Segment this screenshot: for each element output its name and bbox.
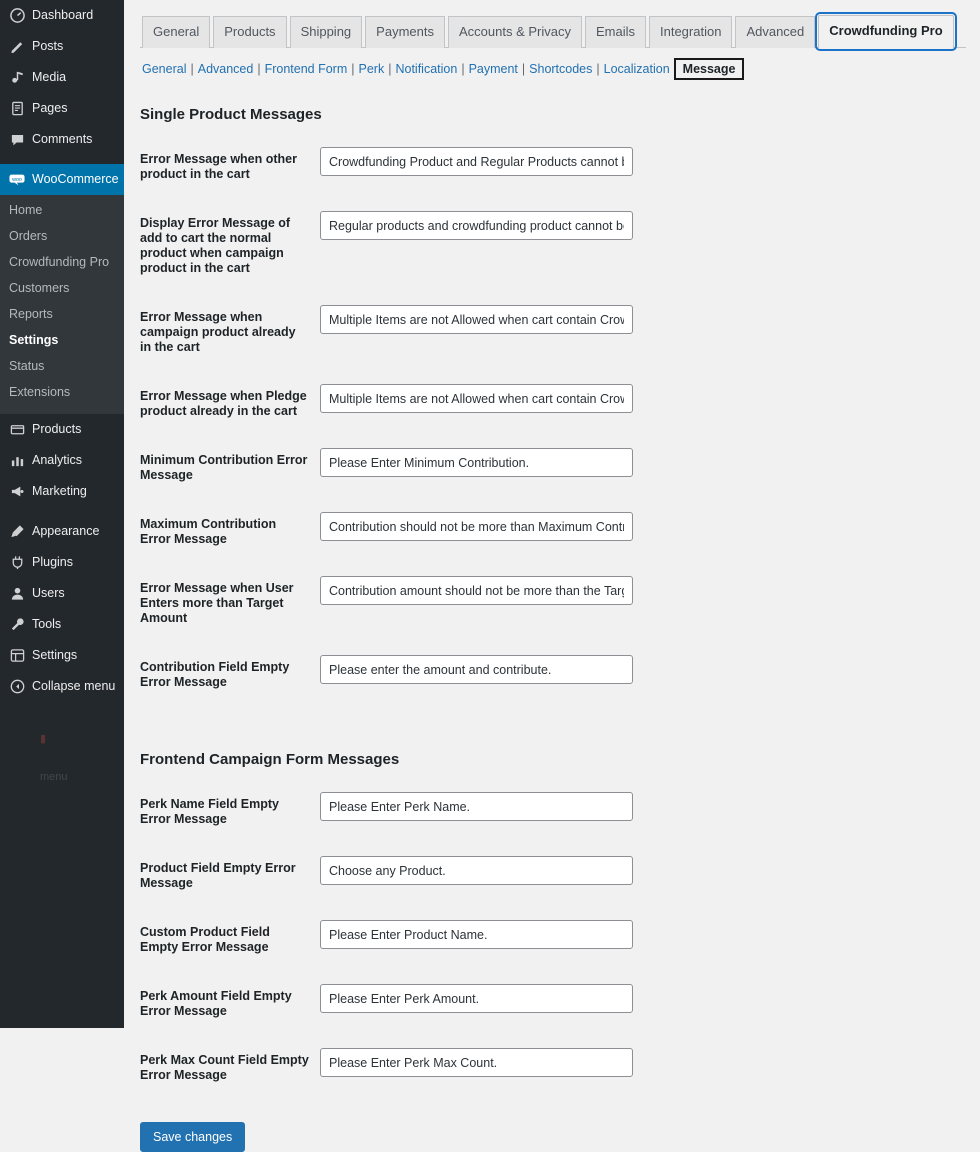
- sidebar-item-collapse-menu[interactable]: [0, 671, 124, 702]
- svg-text:woo: woo: [12, 176, 22, 183]
- subnav-item-localization[interactable]: Localization: [603, 62, 670, 76]
- tools-icon: [9, 617, 25, 633]
- tab-advanced[interactable]: Advanced: [735, 16, 815, 48]
- analytics-icon: [9, 453, 25, 469]
- main-content: [124, 0, 980, 1144]
- sidebar-item-label: Products: [32, 422, 82, 436]
- field-control: [320, 135, 966, 199]
- subnav-pipe: |: [596, 62, 600, 76]
- subnav-item-advanced[interactable]: Advanced: [197, 62, 254, 76]
- tab-crowdfunding-pro[interactable]: Crowdfunding Pro: [818, 15, 953, 48]
- sidebar-ghost-text: [0, 702, 124, 796]
- tab-emails[interactable]: Emails: [585, 16, 646, 48]
- sidebar-item-label: Dashboard: [32, 8, 94, 22]
- sidebar-item-pages[interactable]: [0, 93, 124, 124]
- field-label: Maximum Contribution Error Message: [140, 517, 277, 546]
- field-control: [320, 908, 966, 972]
- field-label: Perk Name Field Empty Error Message: [140, 797, 279, 826]
- form-row: [140, 643, 966, 707]
- dashboard-icon: [9, 8, 25, 24]
- submenu-item-home[interactable]: Home: [9, 203, 43, 217]
- perk-amount-empty-error-input[interactable]: [320, 984, 633, 1013]
- form-row: [140, 564, 966, 643]
- sidebar-item-label: Users: [32, 586, 65, 600]
- field-control: [320, 643, 966, 707]
- sidebar-item-settings[interactable]: [0, 640, 124, 671]
- section-title-single-product-messages: Single Product Messages: [140, 106, 322, 123]
- subnav-pipe: |: [351, 62, 355, 76]
- subnav-item-perk[interactable]: Perk: [358, 62, 385, 76]
- settings-page: [124, 0, 980, 1144]
- tab-integration[interactable]: Integration: [649, 16, 732, 48]
- field-label: Custom Product Field Empty Error Message: [140, 925, 270, 954]
- submenu-item-reports[interactable]: Reports: [9, 307, 53, 321]
- submenu-item-status[interactable]: Status: [9, 359, 45, 373]
- field-control: [320, 500, 966, 564]
- perk-name-empty-error-input[interactable]: [320, 792, 633, 821]
- posts-icon: [9, 39, 25, 55]
- form-row: [140, 500, 966, 564]
- woocommerce-submenu: [0, 195, 124, 414]
- ghost-label: menu: [40, 771, 68, 783]
- sidebar-item-label: Comments: [32, 132, 93, 146]
- subnav-pipe: |: [190, 62, 194, 76]
- field-label: Error Message when campaign product already in the cart: [140, 310, 296, 354]
- tab-products[interactable]: Products: [213, 16, 286, 48]
- sidebar-item-label: Posts: [32, 39, 64, 53]
- collapse-icon: [9, 679, 25, 695]
- subnav-pipe: |: [388, 62, 392, 76]
- submit-row: [140, 1122, 966, 1152]
- field-control: [320, 1036, 966, 1100]
- perk-max-count-empty-error-input[interactable]: [320, 1048, 633, 1077]
- media-icon: [9, 70, 25, 86]
- subnav-item-frontend-form[interactable]: Frontend Form: [264, 62, 348, 76]
- product-field-empty-error-input[interactable]: [320, 856, 633, 885]
- form-row: [140, 199, 966, 293]
- sidebar-item-label: Analytics: [32, 453, 83, 467]
- sidebar-item-label: Collapse menu: [32, 679, 116, 693]
- sidebar-item-analytics[interactable]: [0, 445, 124, 476]
- sidebar-item-users[interactable]: [0, 578, 124, 609]
- sidebar-item-woocommerce[interactable]: [0, 164, 124, 195]
- section-title-frontend-campaign-form-messages: Frontend Campaign Form Messages: [140, 751, 400, 768]
- submenu-item-settings[interactable]: Settings: [9, 333, 59, 347]
- sidebar-item-marketing[interactable]: [0, 476, 124, 507]
- appearance-icon: [9, 524, 25, 540]
- error-message-pledge-product-in-cart-input[interactable]: [320, 384, 633, 413]
- sidebar-item-label: Plugins: [32, 555, 73, 569]
- field-control: [320, 564, 966, 643]
- field-label: Product Field Empty Error Message: [140, 861, 296, 890]
- field-label: Perk Amount Field Empty Error Message: [140, 989, 292, 1018]
- submenu-item-customers[interactable]: Customers: [9, 281, 70, 295]
- sidebar-item-plugins[interactable]: [0, 547, 124, 578]
- plugins-icon: [9, 555, 25, 571]
- sidebar-item-posts[interactable]: [0, 31, 124, 62]
- tab-accounts-privacy[interactable]: Accounts & Privacy: [448, 16, 582, 48]
- tab-general[interactable]: General: [142, 16, 210, 48]
- sidebar-item-label: WooCommerce: [32, 172, 119, 186]
- settings-subnav: [142, 58, 966, 80]
- form-row: [140, 908, 966, 972]
- tab-shipping[interactable]: Shipping: [290, 16, 363, 48]
- field-control: [320, 972, 966, 1036]
- pages-icon: [9, 101, 25, 117]
- field-control: [320, 372, 966, 436]
- sidebar-item-label: Media: [32, 70, 67, 84]
- sidebar-item-tools[interactable]: [0, 609, 124, 640]
- sidebar-separator: [0, 155, 124, 164]
- subnav-pipe: |: [257, 62, 261, 76]
- submenu-item-crowdfunding-pro[interactable]: Crowdfunding Pro: [9, 255, 110, 269]
- subnav-pipe: |: [521, 62, 526, 76]
- marketing-icon: [9, 484, 25, 500]
- target-amount-exceeded-error-input[interactable]: [320, 576, 633, 605]
- products-icon: [9, 422, 25, 438]
- sidebar-item-label: Tools: [32, 617, 62, 631]
- sidebar-item-comments[interactable]: [0, 124, 124, 155]
- form-row: [140, 436, 966, 500]
- submenu-item-orders[interactable]: Orders: [9, 229, 48, 243]
- submenu-item-extensions[interactable]: Extensions: [9, 385, 71, 399]
- field-control: [320, 199, 966, 293]
- error-message-campaign-product-in-cart-input[interactable]: [320, 305, 633, 334]
- form-row: [140, 372, 966, 436]
- subnav-pipe: |: [461, 62, 465, 76]
- form-row: [140, 972, 966, 1036]
- form-row: [140, 844, 966, 908]
- field-control: [320, 780, 966, 844]
- error-message-add-normal-product-input[interactable]: [320, 211, 633, 240]
- sidebar-item-label: Settings: [32, 648, 78, 662]
- comments-icon: [9, 132, 25, 148]
- ghost-dot-icon: ▮: [40, 733, 47, 745]
- subnav-item-general[interactable]: General: [142, 62, 187, 76]
- form-row: [140, 135, 966, 199]
- form-row: [140, 293, 966, 372]
- sidebar-item-label: Marketing: [32, 484, 87, 498]
- contribution-field-empty-error-input[interactable]: [320, 655, 633, 684]
- field-control: [320, 844, 966, 908]
- field-label: Error Message when other product in the cart: [140, 152, 297, 181]
- subnav-item-shortcodes[interactable]: Shortcodes: [529, 62, 593, 76]
- sidebar-item-dashboard[interactable]: [0, 0, 124, 31]
- field-control: [320, 293, 966, 372]
- field-label: Perk Max Count Field Empty Error Message: [140, 1053, 309, 1082]
- custom-product-field-empty-error-input[interactable]: [320, 920, 633, 949]
- form-row: [140, 1036, 966, 1100]
- sidebar-item-appearance[interactable]: [0, 516, 124, 547]
- subnav-item-payment[interactable]: Payment: [468, 62, 518, 76]
- field-label: Display Error Message of add to cart the normal product when campaign product in the cart: [140, 216, 291, 275]
- field-label: Error Message when User Enters more than Target Amount: [140, 581, 294, 625]
- admin-sidebar: [0, 0, 124, 1028]
- sidebar-separator-2: [0, 507, 124, 516]
- sidebar-item-products[interactable]: [0, 414, 124, 445]
- field-control: [320, 436, 966, 500]
- field-label: Contribution Field Empty Error Message: [140, 660, 290, 689]
- single-product-messages-table: [140, 135, 966, 707]
- settings-tab-bar: [140, 10, 966, 48]
- form-row: [140, 780, 966, 844]
- sidebar-item-media[interactable]: [0, 62, 124, 93]
- sidebar-item-label: Appearance: [32, 524, 100, 538]
- subnav-item-message-current[interactable]: Message: [674, 58, 745, 80]
- sidebar-item-label: Pages: [32, 101, 68, 115]
- field-label: Error Message when Pledge product already in the cart: [140, 389, 307, 418]
- woocommerce-icon: [9, 172, 25, 188]
- field-label: Minimum Contribution Error Message: [140, 453, 308, 482]
- users-icon: [9, 586, 25, 602]
- minimum-contribution-error-input[interactable]: [320, 448, 633, 477]
- settings-icon: [9, 648, 25, 664]
- tab-payments[interactable]: Payments: [365, 16, 445, 48]
- error-message-other-product-input[interactable]: [320, 147, 633, 176]
- subnav-item-notification[interactable]: Notification: [395, 62, 458, 76]
- maximum-contribution-error-input[interactable]: [320, 512, 633, 541]
- frontend-campaign-form-messages-table: [140, 780, 966, 1100]
- save-changes-button[interactable]: Save changes: [140, 1122, 245, 1152]
